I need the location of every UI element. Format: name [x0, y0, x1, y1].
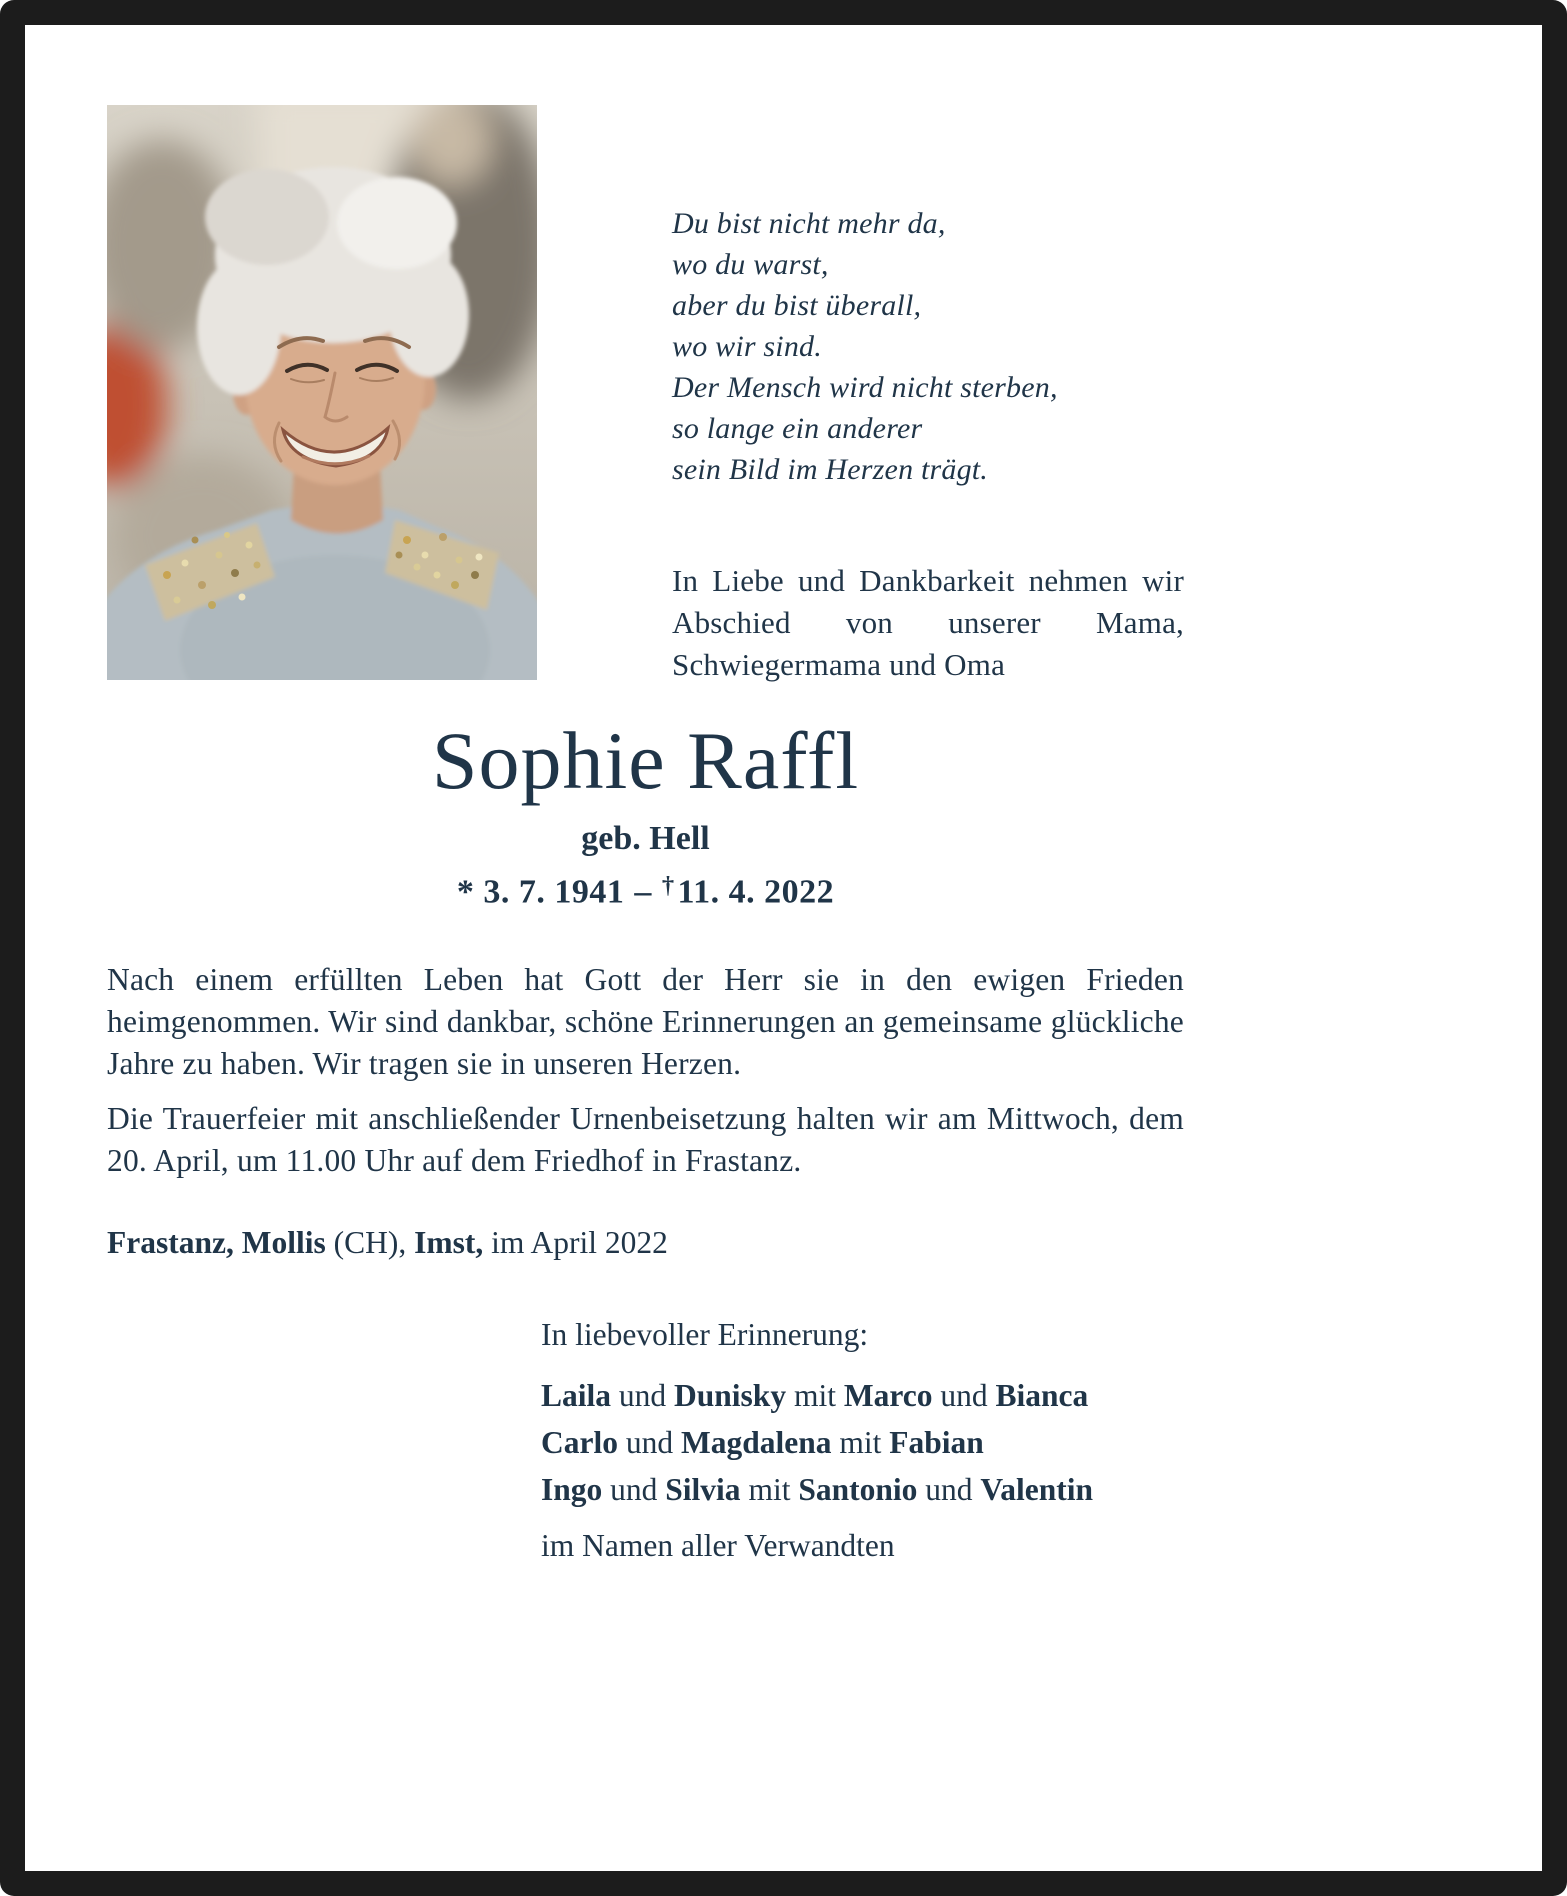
memorial-names [541, 1372, 1184, 1513]
memorial-closing: im Namen aller Verwandten [541, 1528, 895, 1564]
poem-and-intro-column [672, 105, 1184, 686]
portrait-illustration [107, 105, 537, 680]
memorial-poem [672, 203, 1184, 490]
photo-and-poem-row [107, 105, 1184, 686]
obituary-text: Nach einem erfüllten Leben hat Gott der Herr sie in den ewigen Frieden heimgenommen. Wir sind dankbar, schöne Erinnerungen an gemeinsame glückliche Jahre zu haben. Wir tragen sie in unseren Herzen. [107, 962, 1184, 1082]
poem-line: Du bist nicht mehr da, [672, 207, 946, 240]
poem-line: wo wir sind. [672, 330, 822, 363]
funeral-announcement: Die Trauerfeier mit anschließender Urnenbeisetzung halten wir am Mittwoch, dem 20. April, um 11.00 Uhr auf dem Friedhof in Frastanz. [107, 1101, 1184, 1179]
poem-line: Der Mensch wird nicht sterben, [672, 371, 1058, 404]
memorial-name-line: Carlo und Magdalena mit Fabian [541, 1425, 984, 1461]
poem-line: so lange ein anderer [672, 412, 923, 445]
death-date: 11. 4. 2022 [677, 873, 835, 911]
deceased-portrait-photo [107, 105, 537, 680]
memorial-name-line: Laila und Dunisky mit Marco und Bianca [541, 1378, 1089, 1414]
memorial-section [541, 1314, 1184, 1567]
memorial-heading: In liebevoller Erinnerung: [541, 1317, 869, 1353]
poem-line: wo du warst, [672, 248, 829, 281]
death-symbol: † [661, 872, 675, 900]
farewell-intro: In Liebe und Dankbarkeit nehmen wir Abschied von unserer Mama, Schwiegermama und Oma [672, 563, 1184, 682]
birth-name: geb. Hell [581, 820, 710, 858]
birth-date: 3. 7. 1941 [483, 873, 625, 911]
life-dates [107, 872, 1184, 911]
birth-symbol: * [456, 873, 475, 911]
dates-separator: – [634, 873, 652, 911]
deceased-name: Sophie Raffl [431, 715, 860, 806]
poem-line: aber du bist überall, [672, 289, 922, 322]
memorial-name-line: Ingo und Silvia mit Santonio und Valentin [541, 1472, 1094, 1508]
obituary-content [25, 25, 1542, 1567]
poem-line: sein Bild im Herzen trägt. [672, 453, 989, 486]
places-date-line: Frastanz, Mollis (CH), Imst, im April 2022 [107, 1225, 668, 1261]
